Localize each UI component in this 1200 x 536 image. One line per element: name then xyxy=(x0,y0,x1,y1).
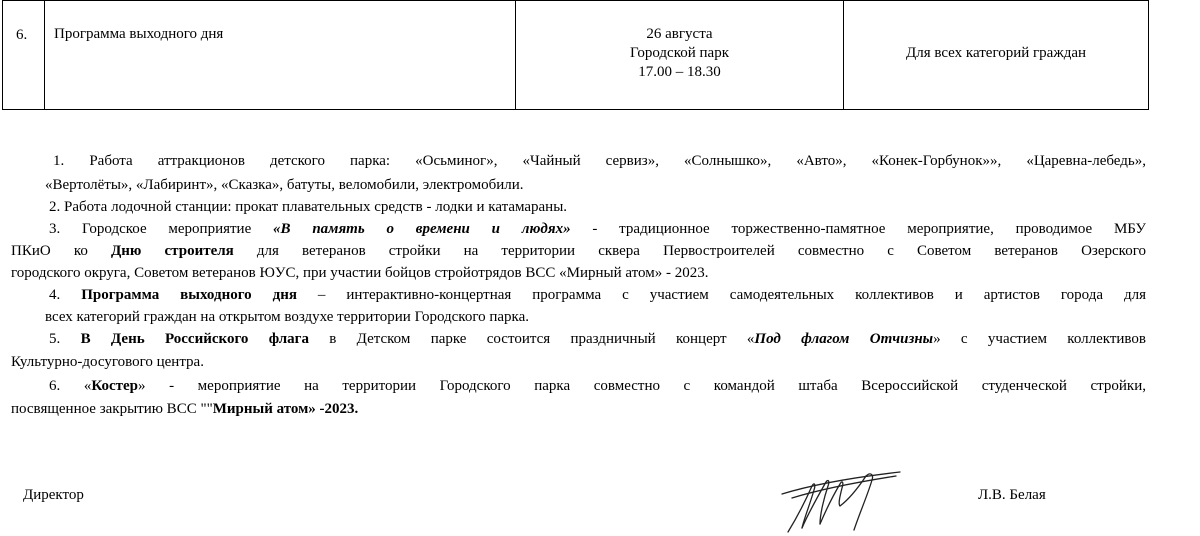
note-6-num: 6. « xyxy=(49,378,92,394)
note-3-line-1 xyxy=(49,221,1146,238)
row-number: 6. xyxy=(16,27,28,43)
row-number-cell xyxy=(3,1,45,110)
note-1-line-2: «Вертолёты», «Лабиринт», «Сказка», батуты, веломобили, электромобили. xyxy=(45,177,524,193)
note-4-line-1 xyxy=(49,287,1146,304)
event-name-cell xyxy=(45,1,516,110)
audience-cell xyxy=(844,1,1149,110)
note-5-line-1 xyxy=(49,331,1146,348)
event-audience: Для всех категорий граждан xyxy=(905,44,1087,61)
note-6-koster: Костер xyxy=(91,378,138,394)
note-5-text-cont: » с участием коллективов xyxy=(933,331,1146,347)
note-2: 2. Работа лодочной станции: прокат плавательных средств - лодки и катамараны. xyxy=(49,199,568,215)
note-6-line-2 xyxy=(11,401,358,418)
note-6-text: » - мероприятие на территории Городского парка совместно с командой штаба Всероссийской студенческой стройки, xyxy=(138,378,1146,394)
event-name: Программа выходного дня xyxy=(54,26,224,42)
note-5-line-2: Культурно-досугового центра. xyxy=(11,354,204,370)
note-6-mirny-atom: Мирный атом» -2023. xyxy=(212,401,359,417)
note-3-l2-cont: для ветеранов стройки на территории сквера Первостроителей совместно с Советом ветеранов Озерского xyxy=(233,243,1146,259)
signature-image xyxy=(768,464,908,536)
director-label: Директор xyxy=(23,487,84,503)
note-4-program-title: Программа выходного дня xyxy=(81,287,297,303)
note-3-line-2 xyxy=(11,243,1146,260)
event-date: 26 августа xyxy=(646,26,713,42)
note-5-flag-day: В День Российского флага xyxy=(80,331,309,347)
note-1-line-1: 1. Работа аттракционов детского парка: «Осьминог», «Чайный сервиз», «Солнышко», «Авто», «Конек-Горбунок»», «Царевна-лебедь», xyxy=(53,153,1146,169)
note-6-l2-text: посвященное закрытию ВСС "" xyxy=(11,401,213,417)
note-3-l2-text: ПКиО ко xyxy=(11,243,111,259)
schedule-table xyxy=(2,0,1149,110)
note-4-line-2: всех категорий граждан на открытом воздухе территории Городского парка. xyxy=(45,309,530,325)
note-5-text: в Детском парке состоится праздничный концерт « xyxy=(308,331,755,347)
date-place-cell xyxy=(516,1,844,110)
note-5-concert-title: Под флагом Отчизны xyxy=(754,331,934,347)
event-time: 17.00 – 18.30 xyxy=(638,64,721,80)
table-row xyxy=(3,1,1149,110)
note-4-num: 4. xyxy=(49,287,82,303)
note-3-line-3: городского округа, Советом ветеранов ЮУС, при участии бойцов стройотрядов ВСС «Мирный атом» - 2023. xyxy=(11,265,709,281)
note-3-builder-day: Дню строителя xyxy=(110,243,234,259)
note-3-text-cont: - традиционное торжественно-памятное мероприятие, проводимое МБУ xyxy=(570,221,1147,237)
event-place: Городской парк xyxy=(630,45,729,61)
note-5-num: 5. xyxy=(49,331,81,347)
director-name: Л.В. Белая xyxy=(978,487,1046,503)
note-4-text: – интерактивно-концертная программа с участием самодеятельных коллективов и артистов города для xyxy=(296,287,1146,303)
note-3-text: 3. Городское мероприятие xyxy=(49,221,274,237)
note-3-event-title: «В память о времени и людях» xyxy=(273,221,571,237)
note-6-line-1 xyxy=(49,378,1146,395)
